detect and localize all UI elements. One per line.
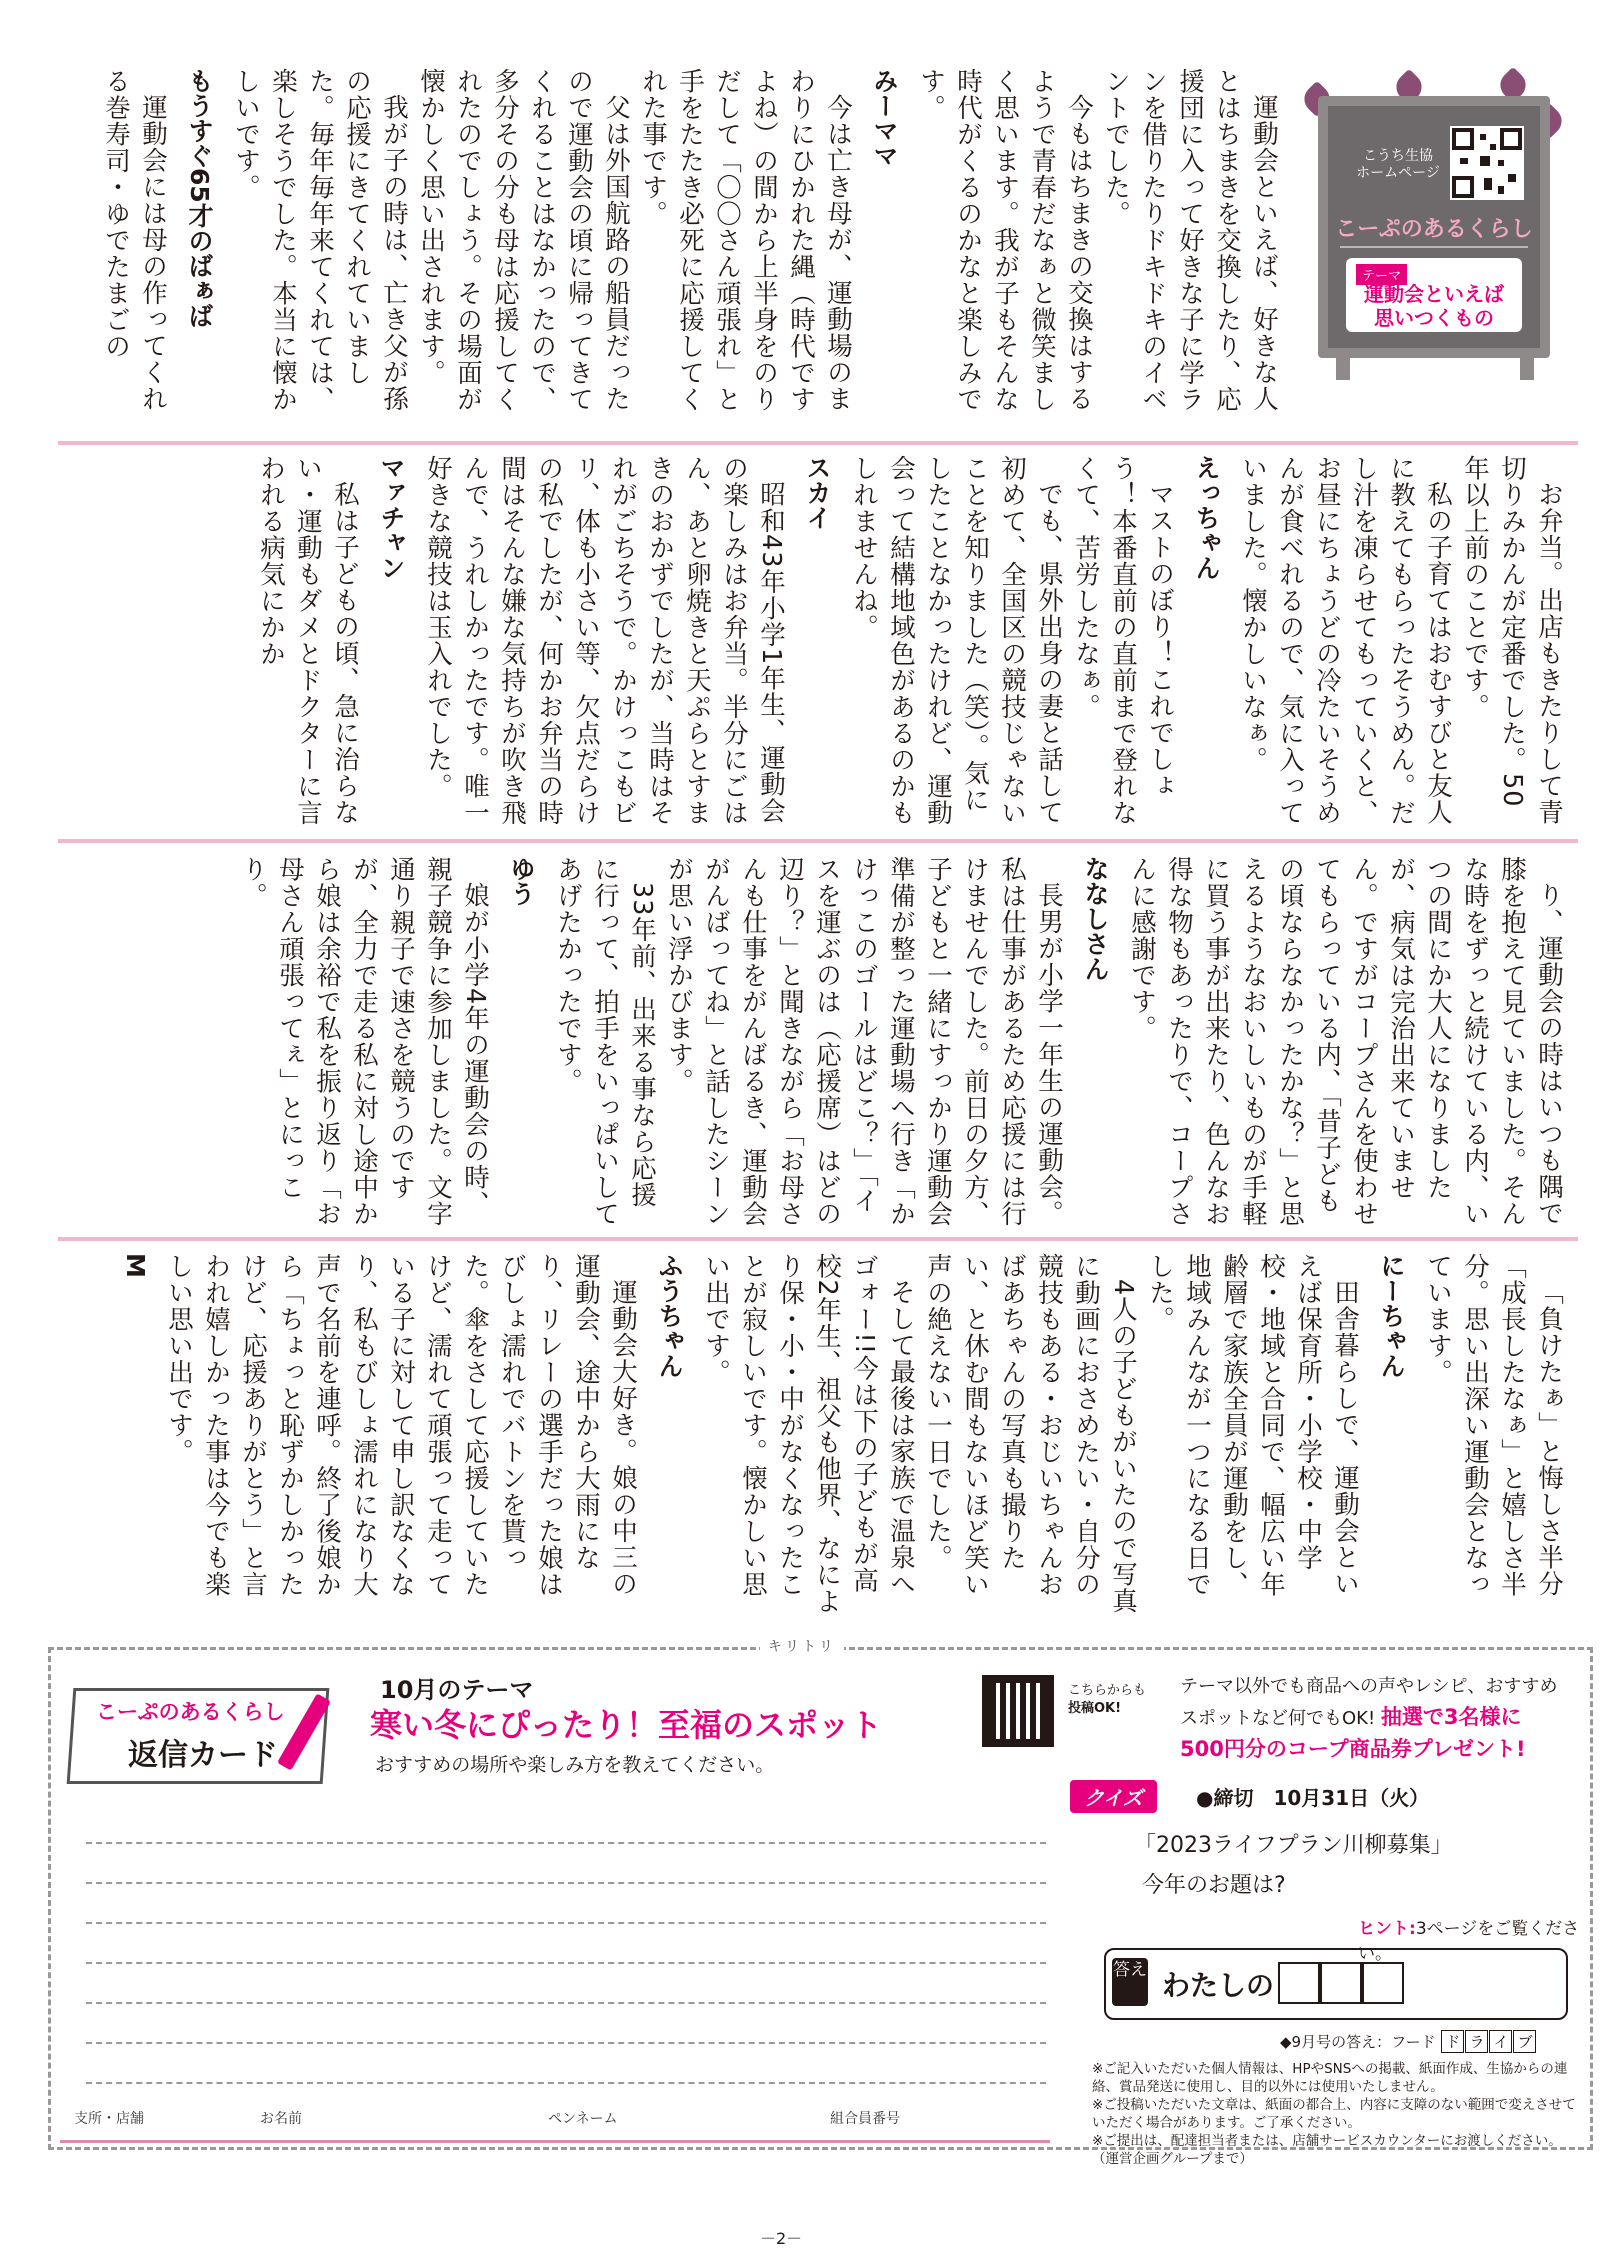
letter-paragraph: お弁当。出店もきたりして青切りみかんが定番でした。50年以上前のことです。	[1460, 455, 1564, 825]
qr-code-icon[interactable]	[1450, 126, 1524, 200]
month-theme: 10月のテーマ	[380, 1676, 534, 1704]
letter	[1413, 1253, 1573, 1615]
letter-paragraph: 父は外国航路の船員だったので運動会の頃に帰ってきてくれることはなかったので、多分その分も母は応援してくれたのでしょう。その場面が懐かしく思い出されます。	[416, 68, 631, 413]
letter-paragraph: 運動会大好き。娘の中三の運動会、途中から大雨になり、リレーの選手だった娘はびしょ濡れでバトンを貰った。傘をさして応援していたけど、濡れて頑張って走っている子に対して申し訳なくなり、私もびしょ濡れになり大声で名前を連呼。終了後娘から「ちょっと恥ずかしかったけど、応援ありがとう」と言われ嬉しかった事は今でも楽しい思い出です。	[164, 1253, 638, 1598]
theme-board	[1300, 68, 1570, 380]
letter	[91, 68, 177, 436]
letter	[1228, 455, 1573, 830]
letter-signature: にーちゃん	[1377, 1253, 1406, 1378]
writing-line[interactable]	[86, 2042, 1046, 2044]
writing-line[interactable]	[86, 1882, 1046, 1884]
letter-signature: えっちゃん	[1192, 455, 1221, 580]
hint: ヒント:3ページをご覧ください。	[1358, 1919, 1580, 1964]
letter	[246, 455, 369, 830]
letter-signature: もうすぐ65才のばぁば	[185, 68, 214, 328]
deadline: ●締切 10月31日（火）	[1196, 1786, 1430, 1810]
field-penname[interactable]: ペンネーム	[548, 2111, 618, 2127]
letter-paragraph: 長男が小学一年生の運動会。私は仕事があるため応援には行けませんでした。前日の夕方、子どもと一緒にすっかり運動会準備が整った運動場へ行き「かけっこのゴールはどこ？」「イスを運ぶのは（応援席）はどの辺り？」と聞きながら「お母さんも仕事をがんばるき、運動会がんばってね」と話したシーンが思い浮かびます。	[664, 856, 1064, 1227]
quiz-badge: クイズ	[1070, 1780, 1157, 1813]
letter-paragraph: マストのぼり！これでしょう！本番直前の直前まで登れなくて、苦労したなぁ。	[1071, 455, 1175, 826]
letter	[839, 455, 1184, 830]
writing-line[interactable]	[86, 1842, 1046, 1844]
answer-prefix: わたしの	[1162, 1969, 1275, 2002]
letter-paragraph: 運動会には母の作ってくれる巻寿司・ゆでたまごの	[101, 68, 168, 412]
board-frame	[1318, 96, 1550, 358]
quiz-question-2: 今年のお題は?	[1142, 1873, 1286, 1898]
last-month-answer: ◆9月号の答え：フード ド ラ イ ブ	[1280, 2030, 1536, 2053]
letter-signature: マァチャン	[377, 455, 406, 580]
letter-paragraph: 私の子育てはおむすびと友人に教えてもらったそうめん。だし汁を凍らせてもっていくと、お昼にちょうどの冷たいそうめんが食べれるので、気に入っていました。懐かしいなぁ。	[1238, 455, 1453, 826]
letter-signature: みーママ	[870, 68, 899, 168]
quiz-question: 「2023ライフプラン川柳募集」	[1134, 1833, 1453, 1858]
answer-char-input[interactable]	[1320, 1962, 1362, 2004]
letter-paragraph: 運動会といえば、好きな人とはちまきを交換したり、応援団に入って好きな子に学ランを借りたりドキドキのイベントでした。	[1101, 68, 1279, 413]
page-number: －2－	[760, 2229, 803, 2248]
board-title: こーぷのあるくらし	[1335, 217, 1533, 242]
field-member-number[interactable]: 組合員番号	[830, 2111, 900, 2127]
post-ok-bubble: こちらからも 投稿OK!	[1068, 1683, 1147, 1716]
letter-signature: M	[121, 1253, 150, 1278]
notes: ※ご記入いただいた個人情報は、HPやSNSへの掲載、紙面作成、生協からの連絡、賞品発送に使用し、目的以外には使用いたしません。 ※ご投稿いただいた文章は、紙面の都合上、内容に支障のない範囲で変えさせていただく場合があります。ご了承ください。 ※ご提出は、配達担当者または、店舗サービスカウンターにお渡しください。（運営企画グループまで）	[1092, 2061, 1576, 2167]
row-divider	[58, 839, 1578, 843]
letter-signature: ななしさん	[1081, 856, 1110, 981]
letter-paragraph: 我が子の時は、亡き父が孫の応援にきてくれていました。毎年毎年来てくれては、楽しそうでした。本当に懐かしいです。	[231, 68, 409, 413]
letter-signature: ふうちゃん	[655, 1253, 684, 1378]
letters-row-4	[58, 1253, 1573, 1615]
letter-signature: ゆう	[507, 856, 536, 906]
theme-label: テーマ	[1356, 264, 1407, 285]
cut-label: キリトリ	[760, 1636, 844, 1656]
letter-paragraph: 田舎暮らしで、運動会といえば保育所・小学校・中学校・地域と合同で、幅広い年齢層で家族全員が運動をし、地域みんなが一つになる日でした。	[1145, 1253, 1360, 1598]
letter-paragraph: 今もはちまきの交換はするようで青春だなぁと微笑ましく思います。我が子もそんな時代がくるのかなと楽しみです。	[916, 68, 1094, 413]
row-divider	[58, 441, 1578, 445]
writing-line[interactable]	[86, 2002, 1046, 2004]
row-divider	[58, 1237, 1578, 1241]
letter-paragraph: でも、県外出身の妻と話して初めて、全国区の競技じゃないことを知りました（笑）。気にしたことなかったけれど、運動会って結構地域色があるのかもしれませんね。	[849, 455, 1064, 826]
reply-card-title: こーぷのあるくらし 返信カード	[70, 1680, 330, 1780]
theme-text: 運動会といえば 思いつくもの	[1364, 282, 1504, 330]
letter-paragraph: 昭和43年小学1年生、運動会の楽しみはお弁当。半分にごはん、あと卵焼きと天ぷらとすまきのおかずでしたが、当時はそれがごちそうで。かけっこもビリ、体も小さい等、欠点だらけの私でしたが、何かお弁当の時間はそんな嫌な気持ちが吹き飛んで、うれしかったです。唯一好きな競技は玉入れでした。	[423, 455, 786, 826]
field-name[interactable]: お名前	[260, 2111, 302, 2127]
letter	[691, 1253, 1369, 1615]
letter	[906, 68, 1288, 436]
writing-line[interactable]	[86, 1922, 1046, 1924]
promo-text: テーマ以外でも商品への声やレシピ、おすすめ スポットなど何でもOK! 抽選で3名様に 500円分のコープ商品券プレゼント!	[1180, 1676, 1558, 1761]
qr-code-icon[interactable]	[982, 1675, 1054, 1747]
answer-char-input[interactable]	[1278, 1962, 1320, 2004]
answer-char-input[interactable]	[1362, 1962, 1404, 2004]
letter	[543, 856, 1073, 1232]
letter-paragraph: 33年前、出来る事なら応援に行って、拍手をいっぱいしてあげたかったです。	[553, 856, 657, 1227]
letter	[154, 1253, 647, 1615]
writing-line[interactable]	[86, 2082, 1046, 2084]
letter	[1117, 856, 1573, 1232]
letter-paragraph: 今は亡き母が、運動場のまわりにひかれた縄（時代ですよね）の間から上半身をのりだして「〇〇さん頑張れ」と手をたたき必死に応援してくれた事です。	[638, 68, 853, 413]
card-headline: 寒い冬にぴったり！至福のスポット	[370, 1706, 883, 1744]
letters-row-2	[58, 455, 1573, 830]
letter-paragraph: 私は子どもの頃、急に治らない・運動もダメとドクターに言われる病気にかか	[256, 455, 360, 826]
letter-paragraph: 娘が小学4年の運動会の時、親子競争に参加しました。文字通り親子で速さを競うのですが、全力で走る私に対し途中から娘は余裕で私を振り返り「お母さん頑張ってぇ」とにっこり。	[238, 856, 490, 1227]
answer-label: 答え	[1112, 1958, 1148, 2006]
letter-paragraph: 4人の子どもがいたので写真に動画におさめたい・自分の競技もある・おじいちゃんおばあちゃんの写真も撮りたい、と休む間もないほど笑い声の絶えない一日でした。	[923, 1253, 1138, 1614]
homepage-label: こうち生協 ホームページ	[1356, 148, 1440, 181]
letter	[228, 856, 499, 1232]
field-branch[interactable]: 支所・店舗	[74, 2111, 144, 2127]
card-subtitle: おすすめの場所や楽しみ方を教えてください。	[375, 1754, 775, 1776]
letter	[221, 68, 862, 436]
letter-paragraph: そして最後は家族で温泉へゴォー!!今は下の子どもが高校2年生、祖父も他界、なにより保・小・中がなくなったことが寂しいです。懐かしい思い出です。	[701, 1253, 916, 1615]
letter	[413, 455, 795, 830]
writing-line[interactable]	[86, 1962, 1046, 1964]
letter-paragraph: 「負けたぁ」と悔しさ半分「成長したなぁ」と嬉しさ半分。思い出深い運動会となっています。	[1423, 1253, 1564, 1598]
letter-signature: スカイ	[803, 455, 832, 530]
letters-row-1	[58, 68, 1288, 436]
letter-paragraph: り、運動会の時はいつも隅で膝を抱えて見ていました。そんな時をずっと続けている内、いつの間にか大人になりましたが、病気は完治出来ていません。ですがコープさんを使わせてもらっている内、「昔子どもの頃ならなかったかな？」と思えるようなおいしいものが手軽に買う事が出来たり、色んなお得な物もあったりで、コープさんに感謝です。	[1127, 856, 1564, 1227]
letters-row-3	[58, 856, 1573, 1232]
